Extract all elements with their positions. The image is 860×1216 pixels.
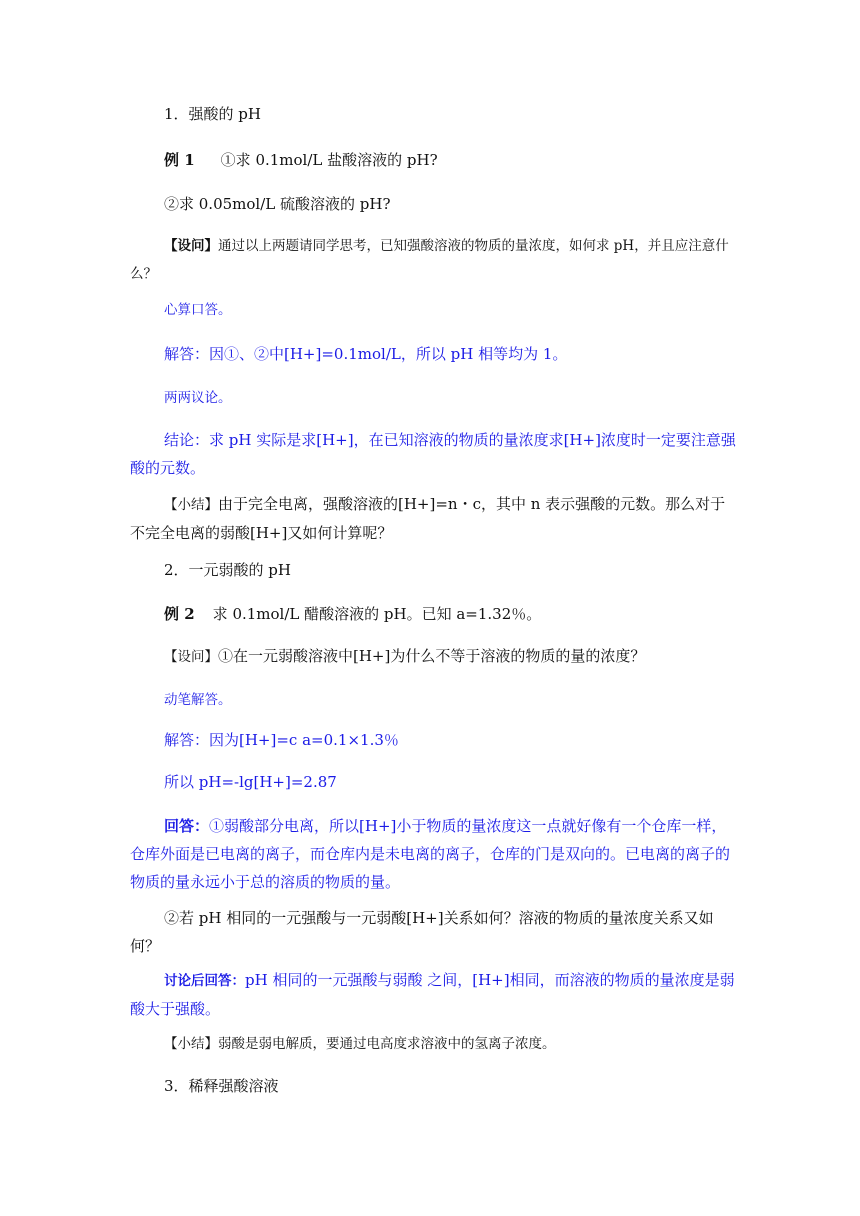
discussion-reply-paragraph	[130, 966, 740, 1023]
discussion-note: 两两议论。	[164, 390, 232, 406]
summary-tag: 【小结】	[164, 497, 218, 513]
summary-text-2: 弱酸是弱电解质，要通过电高度求溶液中的氢离子浓度。	[218, 1036, 556, 1052]
section-1-title: 1．强酸的 pH	[164, 105, 261, 123]
example-1-question-1: ①求 0.1mol/L 盐酸溶液的 pH?	[220, 151, 438, 169]
section-2-title: 2．一元弱酸的 pH	[164, 561, 291, 579]
discussion-reply-text: pH 相同的一元强酸与弱酸 之间，[H+]相同，而溶液的物质的量浓度是弱酸大于强酸。	[130, 971, 735, 1018]
question-paragraph-2	[130, 642, 740, 671]
pen-answer-note: 动笔解答。	[164, 692, 232, 708]
summary-paragraph-1	[130, 490, 740, 547]
answer-1: 解答：因①、②中[H+]=0.1mol/L，所以 pH 相等均为 1。	[164, 345, 568, 363]
question-paragraph-1	[130, 232, 740, 288]
answer-2-line-1: 解答：因为[H+]=c a=0.1×1.3％	[164, 731, 399, 749]
question-tag-2: 【设问】	[164, 649, 218, 665]
question-tag: 【设问】	[164, 238, 218, 254]
conclusion-paragraph: 结论：求 pH 实际是求[H+]，在已知溶液的物质的量浓度求[H+]浓度时一定要注意强酸的元数。	[130, 431, 736, 477]
reply-text: ①弱酸部分电离，所以[H+]小于物质的量浓度这一点就好像有一个仓库一样，仓库外面是已电离的离子，而仓库内是未电离的离子，仓库的门是双向的。已电离的离子的物质的量永远小于总的溶质的物质的量。	[130, 817, 731, 891]
question-text: 通过以上两题请同学思考，已知强酸溶液的物质的量浓度，如何求 pH，并且应注意什么？	[130, 238, 729, 282]
summary-paragraph-2	[130, 1030, 740, 1058]
question-3: ②若 pH 相同的一元强酸与一元弱酸[H+]关系如何？溶液的物质的量浓度关系又如何？	[130, 909, 714, 955]
reply-paragraph	[130, 812, 740, 896]
example-1-question-2: ②求 0.05mol/L 硫酸溶液的 pH?	[164, 195, 391, 213]
example-1	[130, 146, 740, 174]
example-2	[130, 600, 740, 628]
mental-answer-note: 心算口答。	[164, 302, 232, 318]
section-3-title: 3．稀释强酸溶液	[164, 1077, 279, 1095]
reply-tag: 回答：	[164, 817, 210, 835]
question-text-2: ①在一元弱酸溶液中[H+]为什么不等于溶液的物质的量的浓度？	[218, 647, 646, 665]
example-1-label: 例 1	[164, 151, 195, 169]
example-2-text: 求 0.1mol/L 醋酸溶液的 pH。已知 a=1.32％。	[212, 605, 542, 623]
example-2-label: 例 2	[164, 605, 195, 623]
summary-text: 由于完全电离，强酸溶液的[H+]=n・c，其中 n 表示强酸的元数。那么对于不完全电离的弱酸[H+]又如何计算呢？	[130, 495, 726, 542]
summary-tag-2: 【小结】	[164, 1036, 218, 1052]
answer-2-line-2: 所以 pH=-lg[H+]=2.87	[164, 773, 337, 791]
discussion-reply-tag: 讨论后回答：	[164, 973, 245, 989]
